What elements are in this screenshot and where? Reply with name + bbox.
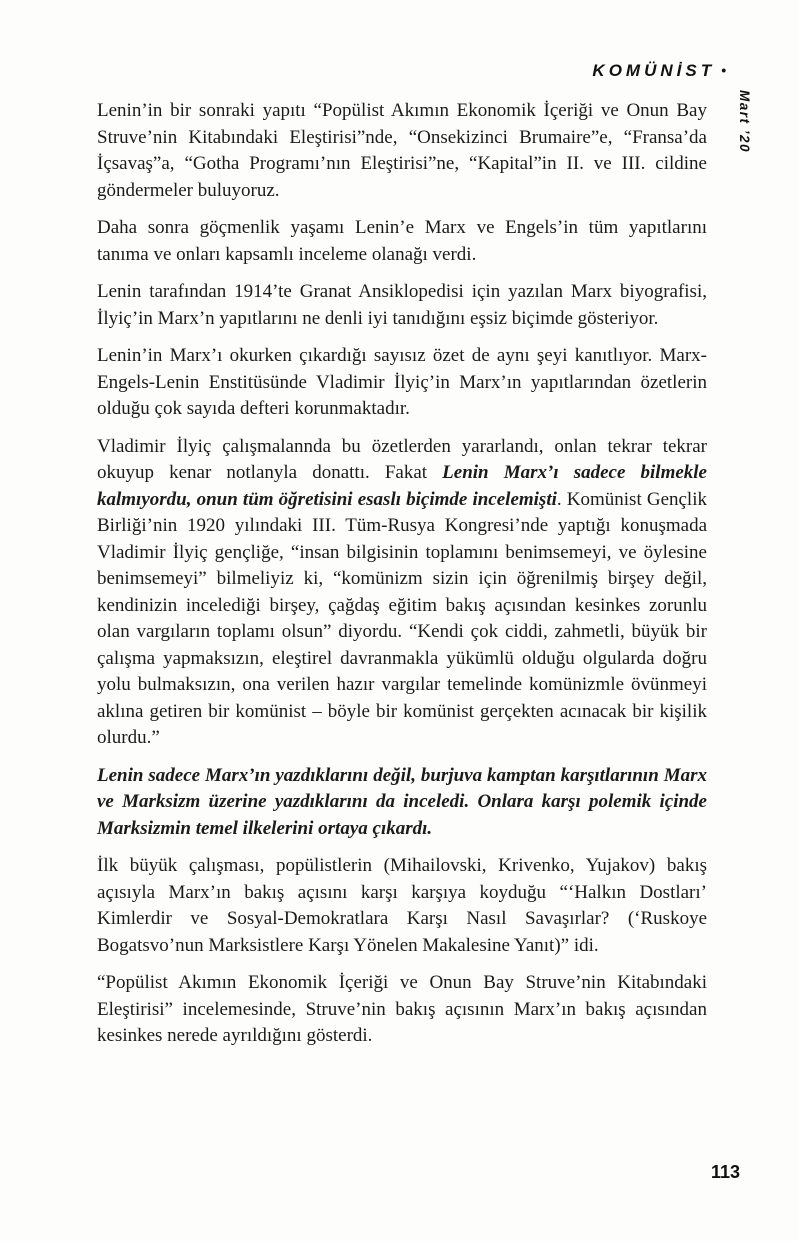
page-number: 113: [710, 1162, 740, 1182]
paragraph-text: Lenin tarafından 1914’te Granat Ansiklopedisi için yazılan Marx biyografisi, İlyiç’in Marx’n yapıtlarını ne denli iyi tanıdığını eşsiz biçimde gösteriyor.: [97, 281, 707, 329]
page-header: [592, 61, 726, 81]
magazine-title: KOMÜNİST: [592, 61, 716, 80]
paragraph: [97, 970, 707, 1050]
paragraph-text-emphasis: Lenin sadece Marx’ın yazdıklarını değil, burjuva kamptan karşıtlarının Marx ve Marksizm üzerine yazdıklarını da inceledi. Onlara karşı polemik içinde Marksizmin temel ilkelerini ortaya çıkardı.: [97, 764, 707, 839]
paragraph: [97, 853, 707, 959]
paragraph-text: . Komünist Gençlik Birliği’nin 1920 yılındaki III. Tüm-Rusya Kongresi’nde yaptığı konuşmada Vladimir İlyiç gençliğe, “insan bilgisinin toplamını benimsemeyi, ve öylesine benimsemeyi” bilmeliyiz ki, “komünizm sizin için öğrenilmiş birşey değil, kendinizin incelediği birşey, çağdaş eğitim bakış açısından kesinkes zorunlu olan vargıların toplamı olsun” diyordu. “Kendi çok ciddi, zahmetli, büyük bir çalışma yapmaksızın, eleştirel davranmakla yükümlü olduğu olgularda doğru yolu bulmaksızın, ona verilen hazır vargılar temelinde komünizmle övünmeyi aklına getiren bir komünist – böyle bir komünist gerçekten acınacak bir kişilik olurdu.”: [97, 488, 707, 748]
paragraph-text: Lenin’in Marx’ı okurken çıkardığı sayısız özet de aynı şeyi kanıtlıyor. Marx-Engels-Lenin Enstitüsünde Vladimir İlyiç’in Marx’ın yapıtlarından özetlerin olduğu çok sayıda defteri korunmaktadır.: [97, 345, 707, 419]
article-body: [97, 98, 707, 1061]
paragraph: [97, 98, 707, 204]
paragraph-text: Lenin’in bir sonraki yapıtı “Popülist Akımın Ekonomik İçeriği ve Onun Bay Struve’nin Kitabındaki Eleştirisi”nde, “Onsekizinci Brumaire”e, “Fransa’da İçsavaş”a, “Gotha Programı’nın Eleştirisi”ne, “Kapital”in II. ve III. cildine göndermeler buluyoruz.: [97, 100, 707, 201]
paragraph: [97, 215, 707, 268]
issue-date: Mart ’20: [737, 90, 752, 154]
paragraph-text-emphasis: Lenin Marx’ı sadece bilmekle kalmıyordu, onun tüm öğretisini esaslı biçimde incelemişti: [97, 462, 707, 510]
paragraph-text: Daha sonra göçmenlik yaşamı Lenin’e Marx ve Engels’in tüm yapıtlarını tanıma ve onları kapsamlı inceleme olanağı verdi.: [97, 217, 707, 265]
paragraph: [97, 763, 707, 843]
paragraph: [97, 279, 707, 332]
paragraph-text: Vladimir İlyiç çalışmalannda bu özetlerden yararlandı, onlan tekrar tekrar okuyup kenar notlanyla donattı. Fakat: [97, 435, 707, 483]
header-bullet-icon: •: [721, 62, 726, 78]
paragraph: [97, 343, 707, 423]
paragraph: [97, 434, 707, 752]
paragraph-text: “Popülist Akımın Ekonomik İçeriği ve Onun Bay Struve’nin Kitabındaki Eleştirisi” incelemesinde, Struve’nin bakış açısının Marx’ın bakış açısından kesinkes nerede ayrıldığını gösterdi.: [97, 972, 707, 1046]
paragraph-text: İlk büyük çalışması, popülistlerin (Mihailovski, Krivenko, Yujakov) bakış açısıyla Marx’ın bakış açısını karşı karşıya koyduğu “‘Halkın Dostları’ Kimlerdir ve Sosyal-Demokratlara Karşı Nasıl Savaşırlar? (‘Ruskoye Bogatsvo’nun Marksistlere Karşı Yönelen Makalesine Yanıt)” idi.: [97, 855, 707, 956]
